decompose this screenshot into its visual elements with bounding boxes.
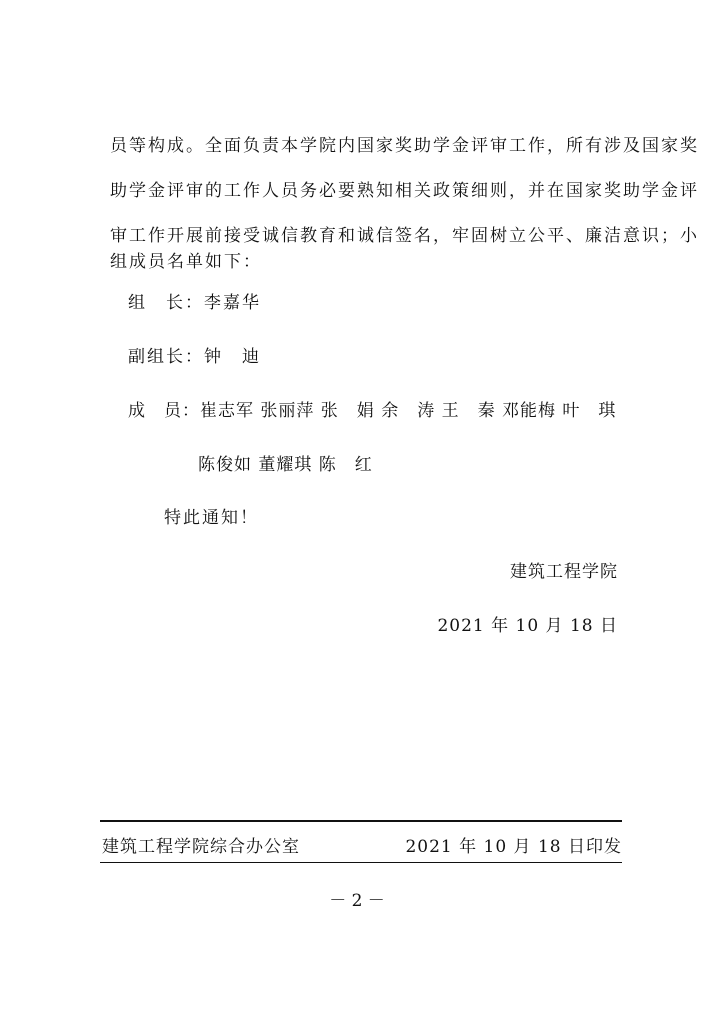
deputy-line: 副组长：钟 迪	[128, 347, 261, 367]
signature-date: 2021 年 10 月 18 日	[437, 616, 618, 636]
footer-bottom-rule	[100, 862, 622, 863]
paragraph-line-1: 员等构成。全面负责本学院内国家奖助学金评审工作，所有涉及国家奖	[110, 136, 699, 156]
paragraph-line-3: 审工作开展前接受诚信教育和诚信签名，牢固树立公平、廉洁意识；小	[110, 226, 699, 246]
footer-top-rule	[100, 820, 622, 822]
members-line-1: 成 员：崔志军 张丽萍 张 娟 余 涛 王 秦 邓能梅 叶 琪	[128, 401, 617, 421]
leader-line: 组 长：李嘉华	[128, 293, 261, 313]
signature-org: 建筑工程学院	[510, 562, 618, 582]
footer-issue-date: 2021 年 10 月 18 日印发	[405, 837, 622, 857]
notice-text: 特此通知！	[164, 508, 259, 528]
page-number: － 2 －	[329, 891, 385, 911]
paragraph-line-2: 助学金评审的工作人员务必要熟知相关政策细则，并在国家奖助学金评	[110, 181, 699, 201]
members-line-2: 陈俊如 董耀琪 陈 红	[198, 455, 373, 475]
footer-issuer: 建筑工程学院综合办公室	[102, 837, 300, 857]
paragraph-line-4: 组成员名单如下：	[110, 252, 262, 272]
